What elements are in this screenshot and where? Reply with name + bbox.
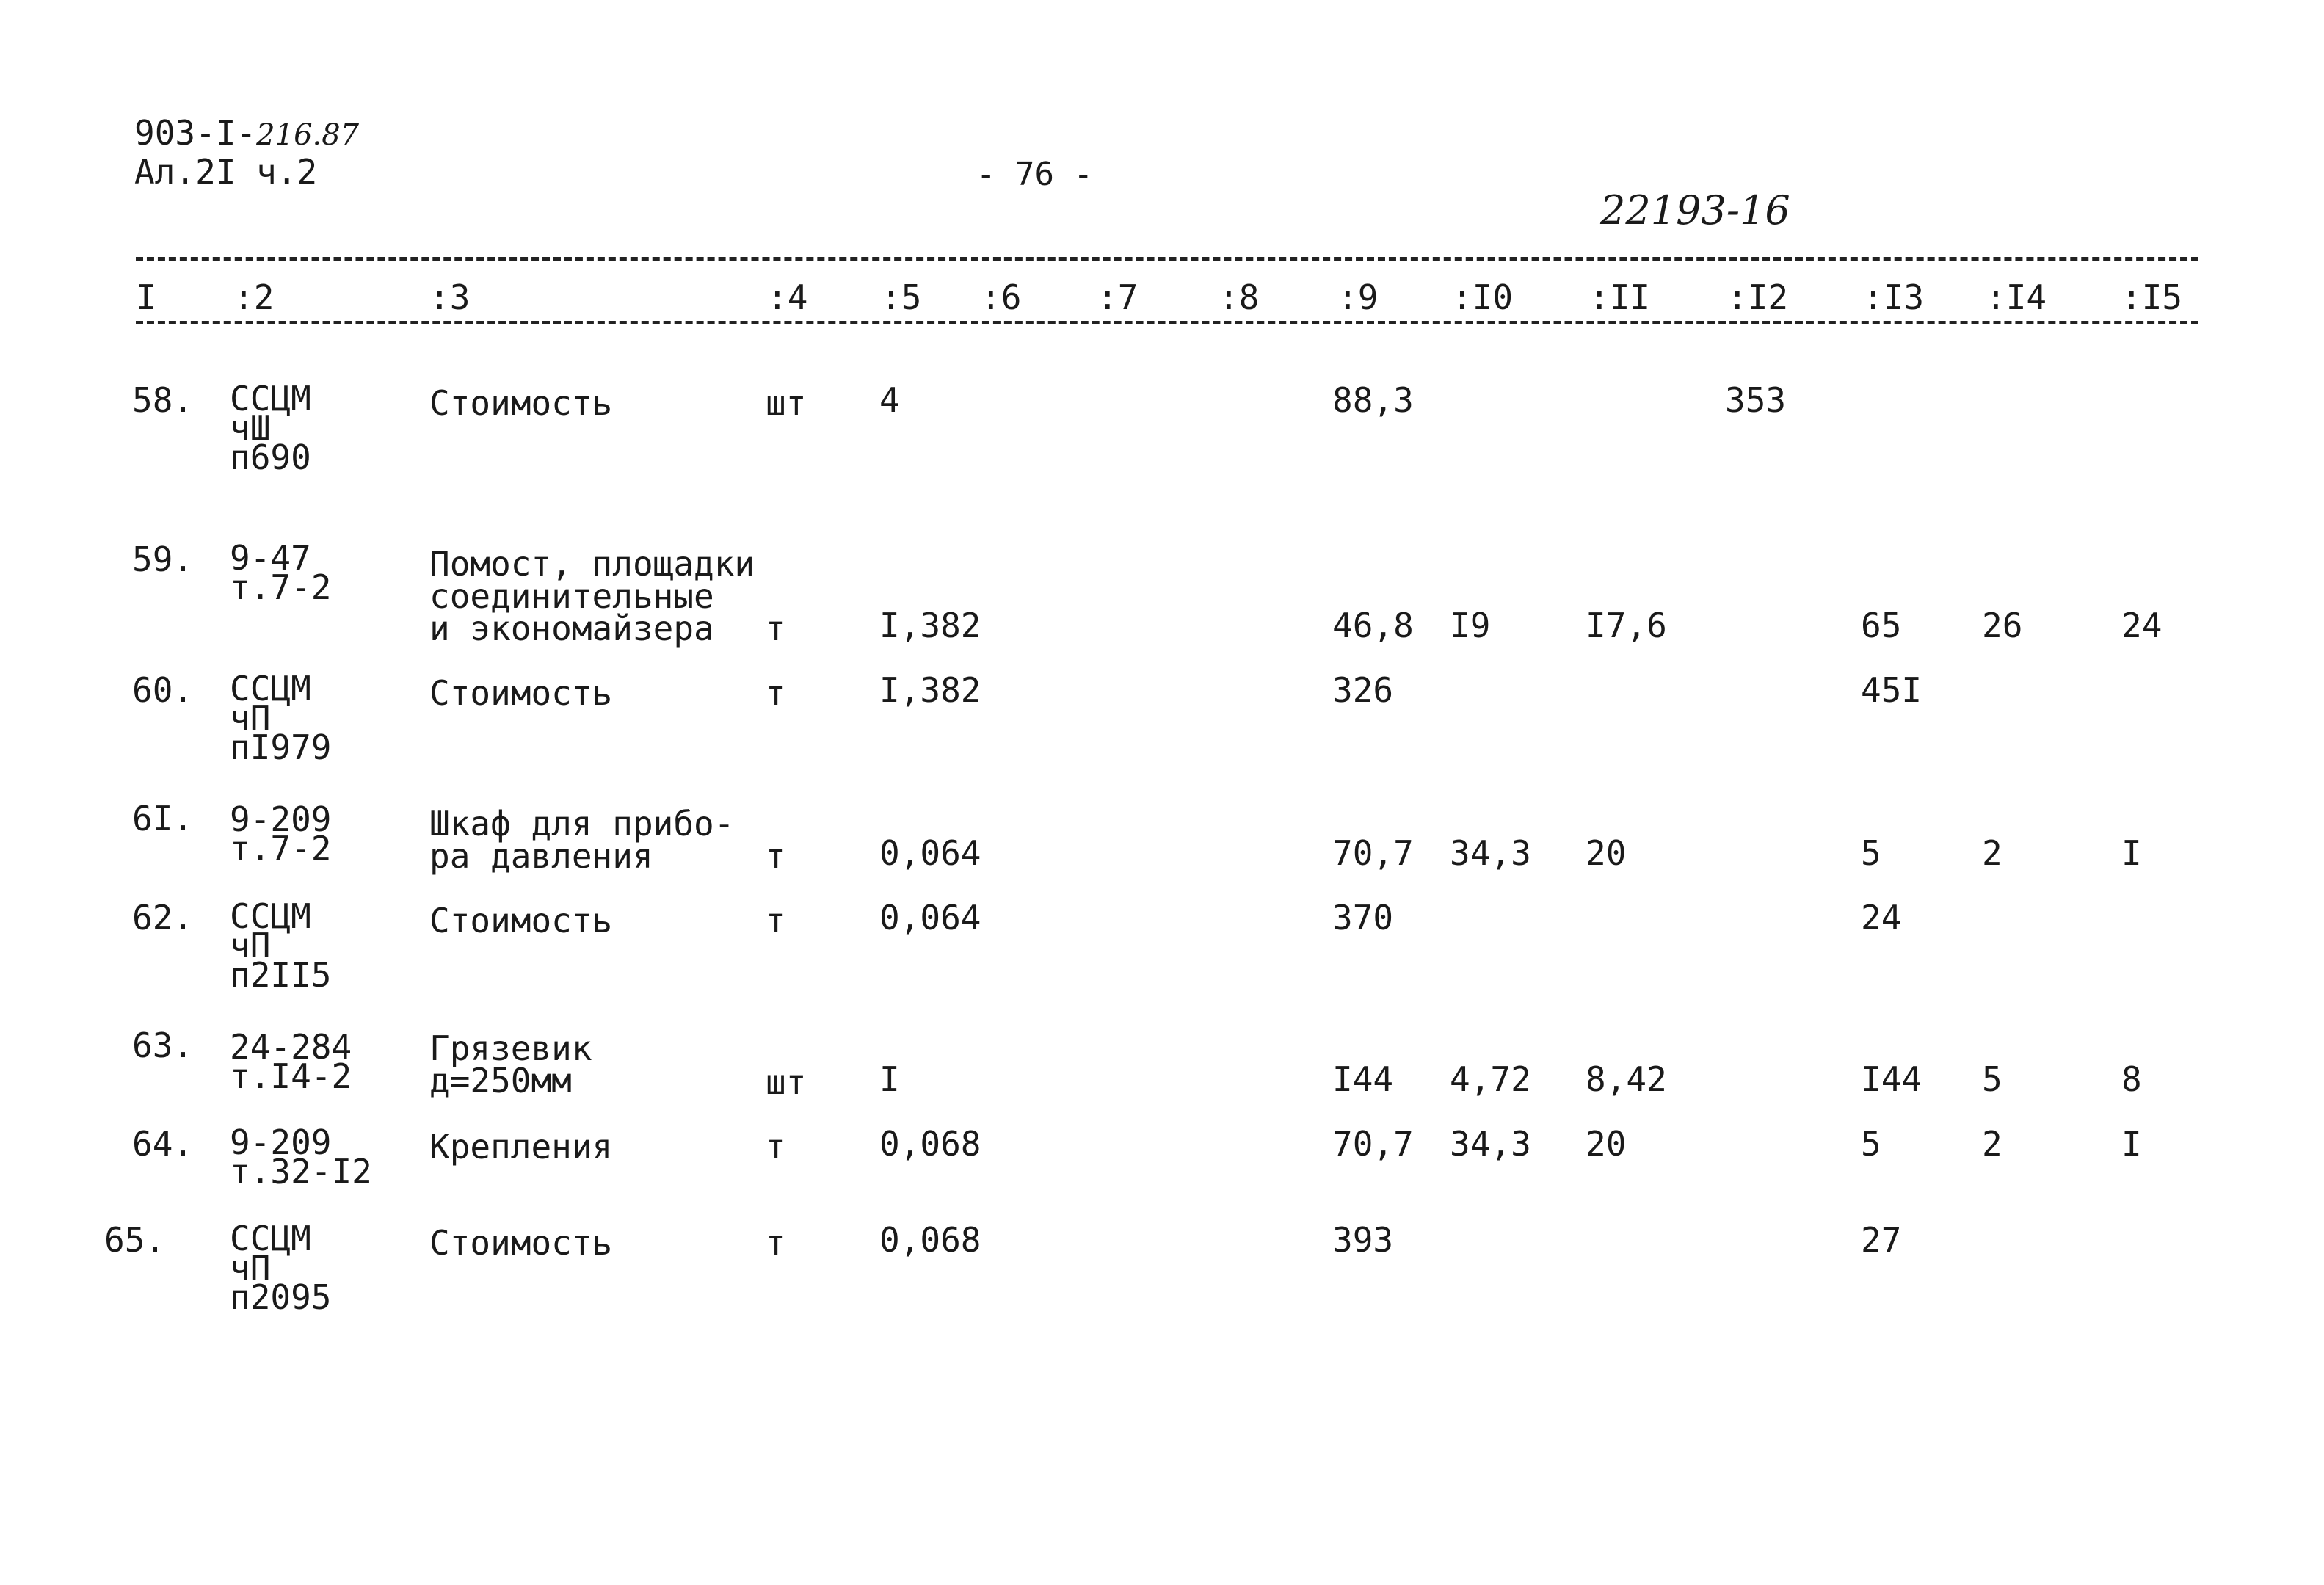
row-col14: 26 (1982, 606, 2023, 645)
column-header-2: :2 (233, 278, 275, 317)
row-number: 6I. (132, 799, 194, 838)
row-code: 24-284 т.I4-2 (230, 1027, 352, 1096)
row-description: Стоимость (429, 673, 613, 713)
row-unit: т (766, 1127, 786, 1167)
row-code: 9-209 т.7-2 (230, 799, 332, 868)
row-unit: т (766, 836, 786, 876)
column-header-9: :9 (1337, 278, 1379, 317)
row-col15: 8 (2121, 1059, 2142, 1099)
column-header-7: :7 (1097, 278, 1139, 317)
row-quantity: 0,068 (879, 1220, 981, 1260)
row-number: 65. (104, 1220, 166, 1260)
document-code-handwritten: 216.87 (256, 118, 360, 152)
row-code: ССЦМ чП п2095 (230, 1219, 332, 1317)
row-col9: 88,3 (1332, 380, 1414, 420)
row-number: 59. (132, 540, 194, 579)
row-description: Стоимость (429, 383, 613, 423)
row-col13: 45I (1861, 670, 1922, 710)
column-header-6: :6 (981, 278, 1022, 317)
row-col12: 353 (1725, 380, 1787, 420)
header-rule-bottom (136, 321, 2198, 324)
column-header-12: :I2 (1727, 278, 1789, 317)
row-code: ССЦМ чШ п690 (230, 379, 311, 477)
row-number: 60. (132, 670, 194, 710)
column-header-13: :I3 (1863, 278, 1925, 317)
row-description: Помост, площадки соединительные и экономайзера (429, 544, 755, 648)
column-header-15: :I5 (2121, 278, 2183, 317)
row-col14: 2 (1982, 1124, 2002, 1164)
row-quantity: I,382 (879, 606, 981, 645)
row-unit: т (766, 1223, 786, 1263)
row-col13: 5 (1861, 833, 1881, 873)
document-code: 903-I-216.87 (134, 113, 360, 153)
row-col10: 4,72 (1450, 1059, 1531, 1099)
row-description: Шкаф для прибо- ра давления (429, 804, 735, 876)
row-col11: 8,42 (1586, 1059, 1667, 1099)
row-number: 64. (132, 1124, 194, 1164)
row-quantity: I (879, 1059, 900, 1099)
row-col10: 34,3 (1450, 833, 1531, 873)
row-col10: I9 (1450, 606, 1491, 645)
column-header-5: :5 (881, 278, 922, 317)
row-col9: 70,7 (1332, 1124, 1414, 1164)
row-description: Грязевик д=250мм (429, 1029, 592, 1100)
handwritten-stamp: 22193-16 (1600, 187, 1790, 233)
row-number: 63. (132, 1026, 194, 1065)
column-header-14: :I4 (1986, 278, 2047, 317)
row-quantity: 4 (879, 380, 900, 420)
row-unit: шт (766, 1062, 807, 1102)
row-unit: т (766, 673, 786, 713)
row-col11: I7,6 (1586, 606, 1667, 645)
row-code: 9-209 т.32-I2 (230, 1122, 372, 1192)
row-quantity: 0,064 (879, 833, 981, 873)
row-col13: 65 (1861, 606, 1902, 645)
row-col9: I44 (1332, 1059, 1394, 1099)
row-code: 9-47 т.7-2 (230, 538, 332, 607)
row-col14: 2 (1982, 833, 2002, 873)
row-col15: I (2121, 833, 2142, 873)
row-quantity: 0,068 (879, 1124, 981, 1164)
column-header-10: :I0 (1452, 278, 1514, 317)
column-header-8: :8 (1219, 278, 1260, 317)
row-col13: 5 (1861, 1124, 1881, 1164)
column-header-3: :3 (429, 278, 471, 317)
row-col13: 24 (1861, 898, 1902, 937)
row-col9: 326 (1332, 670, 1394, 710)
row-unit: т (766, 901, 786, 940)
row-col9: 370 (1332, 898, 1394, 937)
page-number: - 76 - (976, 156, 1093, 193)
row-col13: I44 (1861, 1059, 1922, 1099)
row-col15: 24 (2121, 606, 2163, 645)
row-col15: I (2121, 1124, 2142, 1164)
row-col11: 20 (1586, 1124, 1627, 1164)
row-description: Стоимость (429, 901, 613, 940)
row-code: ССЦМ чП п2II5 (230, 896, 332, 995)
row-code: ССЦМ чП пI979 (230, 669, 332, 767)
column-header-1: I (136, 278, 156, 317)
row-col14: 5 (1982, 1059, 2002, 1099)
row-col9: 70,7 (1332, 833, 1414, 873)
row-number: 58. (132, 380, 194, 420)
row-quantity: I,382 (879, 670, 981, 710)
row-quantity: 0,064 (879, 898, 981, 937)
row-col9: 46,8 (1332, 606, 1414, 645)
column-header-11: :II (1589, 278, 1651, 317)
column-header-4: :4 (767, 278, 808, 317)
row-col9: 393 (1332, 1220, 1394, 1260)
row-unit: шт (766, 383, 807, 423)
row-description: Стоимость (429, 1223, 613, 1263)
sheet-reference: Ал.2I ч.2 (134, 152, 318, 192)
header-rule-top (136, 257, 2198, 261)
row-col13: 27 (1861, 1220, 1902, 1260)
row-number: 62. (132, 898, 194, 937)
row-unit: т (766, 609, 786, 648)
row-description: Крепления (429, 1127, 613, 1167)
row-col10: 34,3 (1450, 1124, 1531, 1164)
row-col11: 20 (1586, 833, 1627, 873)
